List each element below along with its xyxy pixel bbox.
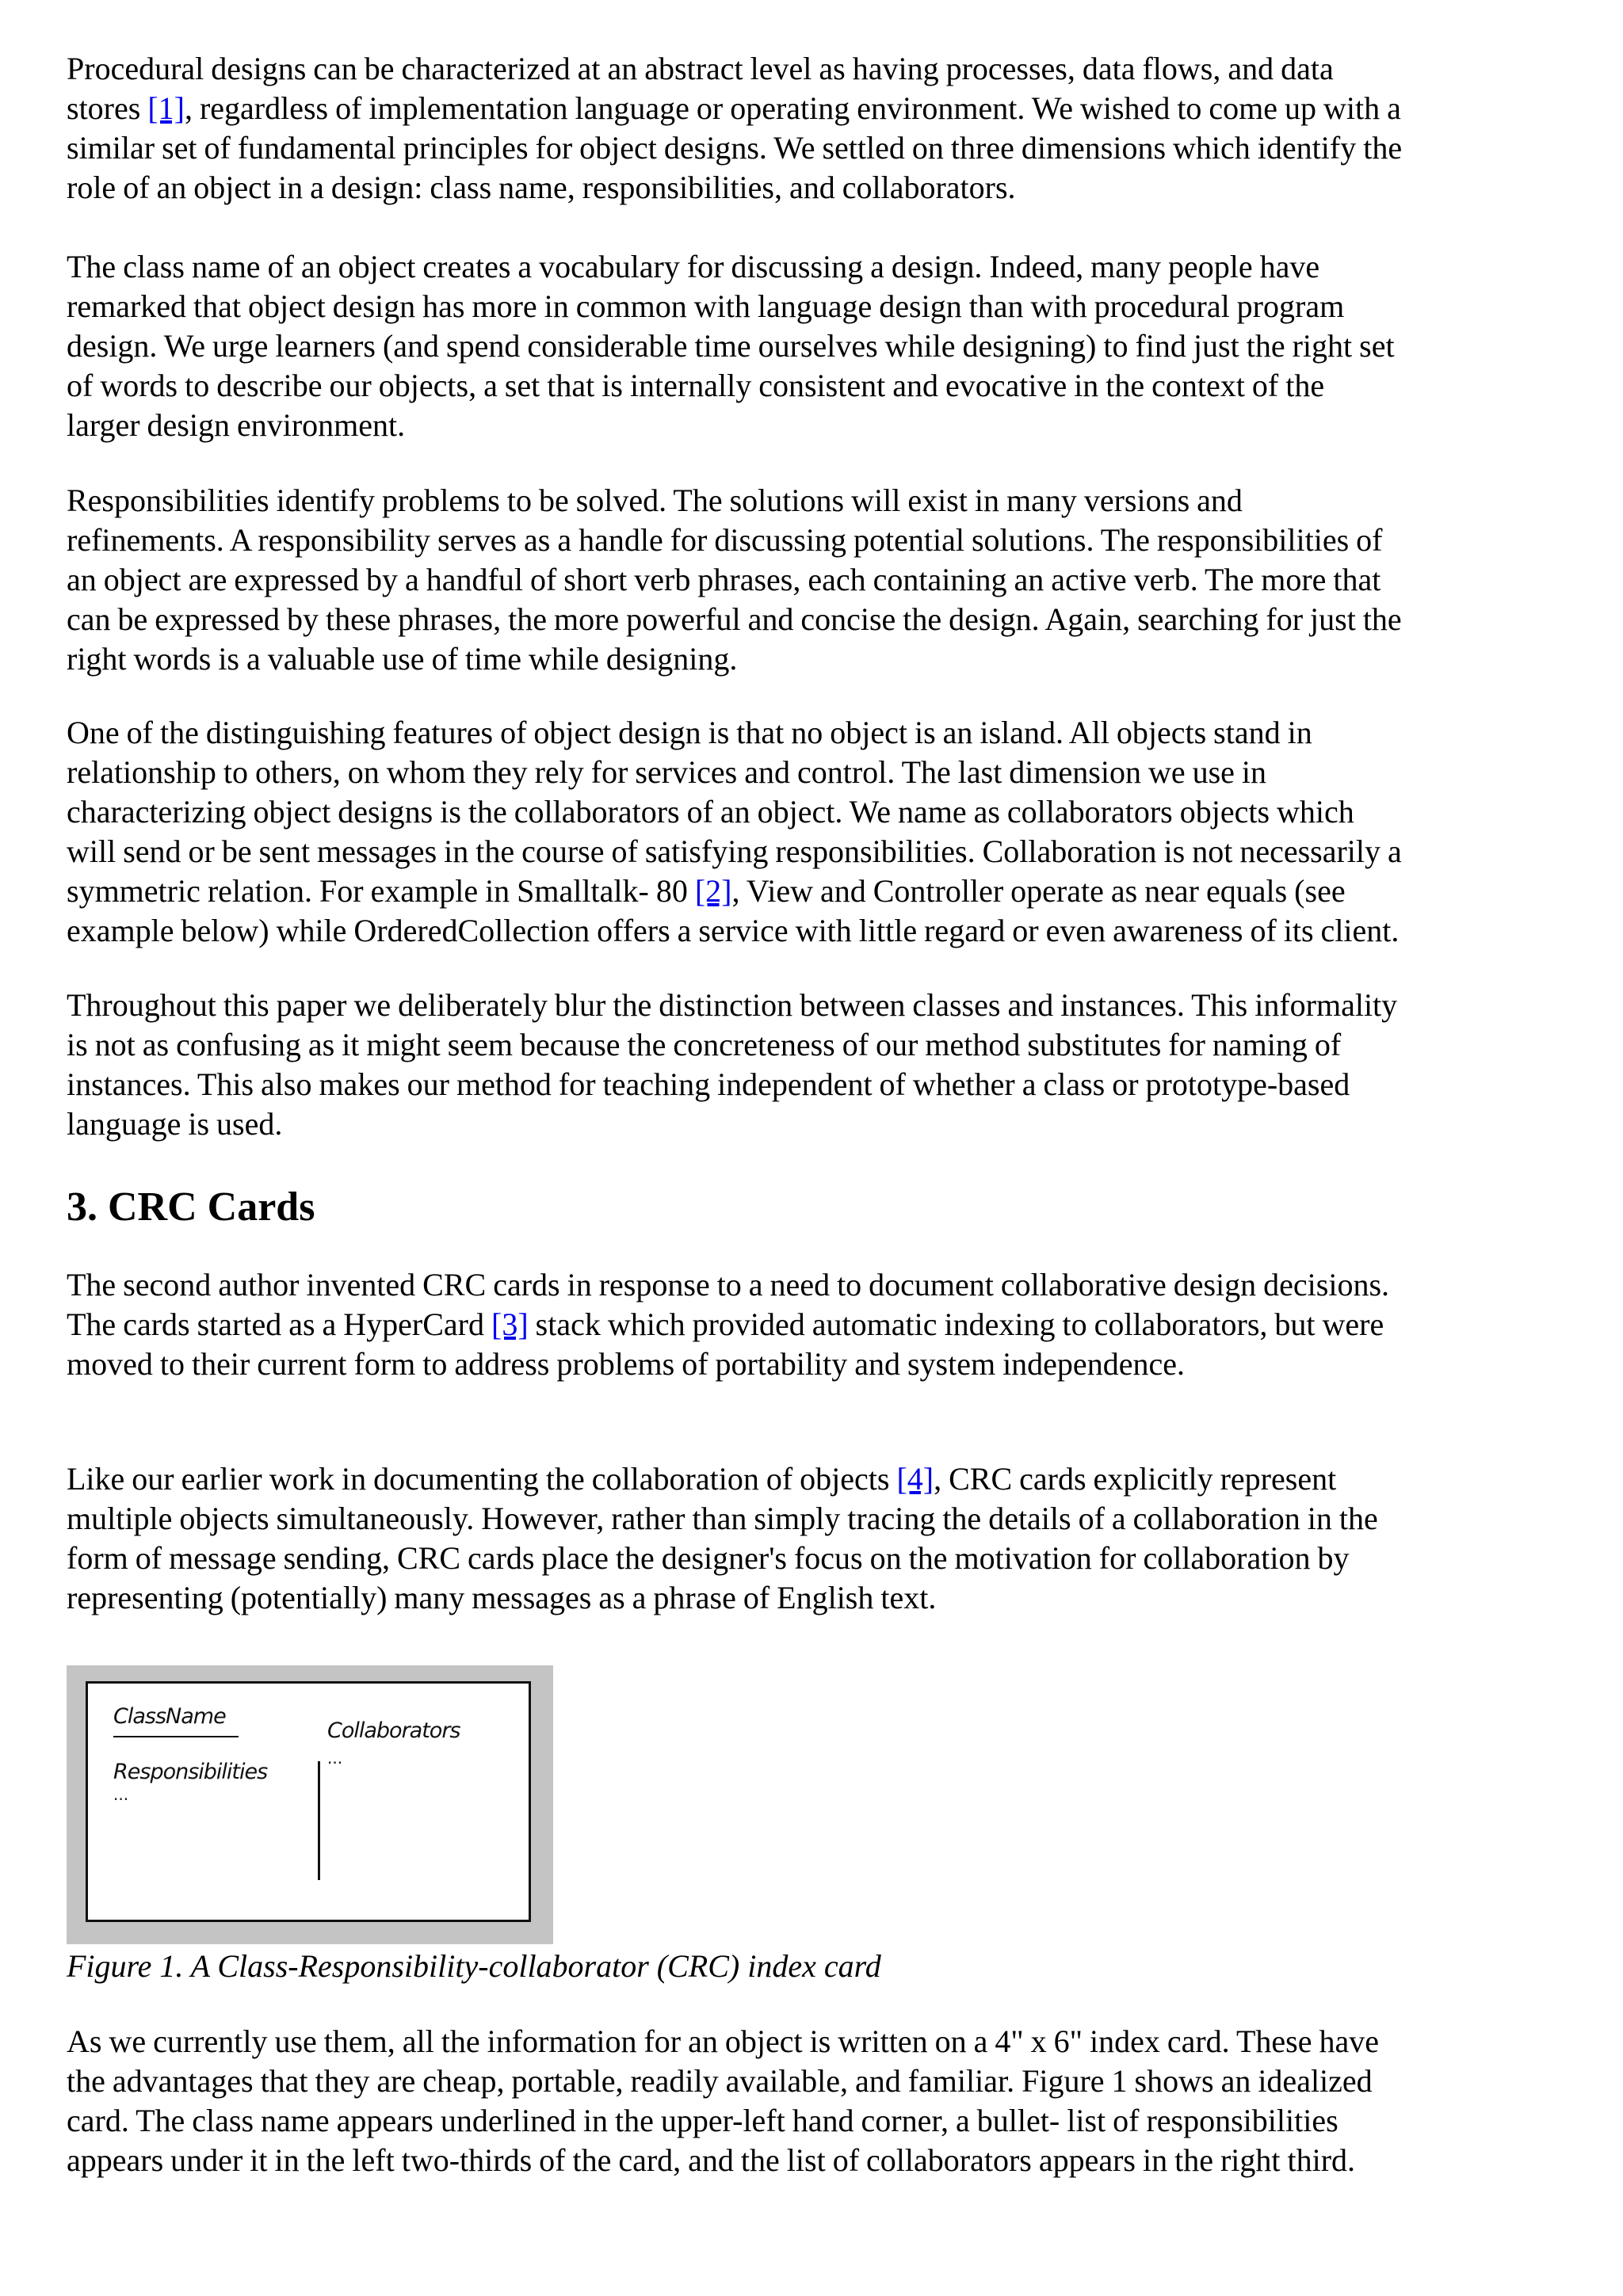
card-responsibilities-label: Responsibilities [113,1760,268,1784]
text-line: similar set of fundamental principles for object designs. We settled on three dimensions which identify the [67,130,1403,166]
text-line: remarked that object design has more in common with language design than with procedural program [67,288,1345,324]
text-segment: The cards started as a HyperCard [67,1306,491,1342]
text-line: form of message sending, CRC cards place the designer's focus on the motivation for collaboration by [67,1540,1350,1576]
text-line: of words to describe our objects, a set that is internally consistent and evocative in the context of the [67,368,1325,403]
text-line: refinements. A responsibility serves as a handle for discussing potential solutions. The responsibilities of [67,522,1383,558]
text-line [67,1305,1389,1344]
text-line [67,89,1572,128]
text-line: The second author invented CRC cards in response to a need to document collaborative design decisions. [67,1267,1390,1302]
text-line [67,871,1402,911]
card-collaborators-items: ... [327,1749,343,1768]
text-line: example below) while OrderedCollection offers a service with little regard or even awareness of its client. [67,913,1400,948]
card-collaborators-label: Collaborators [327,1718,460,1743]
text-segment: Like our earlier work in documenting the collaboration of objects [67,1461,897,1497]
text-line: an object are expressed by a handful of short verb phrases, each containing an active verb. The more that [67,562,1381,597]
text-segment: stack which provided automatic indexing to collaborators, but were [528,1306,1384,1342]
text-line: As we currently use them, all the information for an object is written on a 4" x 6" index card. These have [67,2023,1379,2059]
reference-link-2[interactable]: [2] [694,873,732,909]
text-line: will send or be sent messages in the course of satisfying responsibilities. Collaboration is not necessarily a [67,833,1402,869]
text-segment: , regardless of implementation language or operating environment. We wished to come up with a [184,90,1401,126]
text-line: role of an object in a design: class name, responsibilities, and collaborators. [67,170,1016,205]
reference-link-1[interactable]: [1] [147,90,185,126]
text-line: can be expressed by these phrases, the more powerful and concise the design. Again, searching for just the [67,601,1402,637]
section-heading: 3. CRC Cards [67,1184,315,1230]
document-page [67,49,1572,2178]
paragraph-crc-collaboration [67,1459,1378,1618]
crc-index-card [86,1681,531,1922]
text-line: moved to their current form to address problems of portability and system independence. [67,1346,1185,1382]
card-column-divider [318,1761,320,1880]
text-line: Responsibilities identify problems to be solved. The solutions will exist in many versions and [67,482,1243,518]
paragraph-class-name [67,247,1395,445]
text-line: The class name of an object creates a vocabulary for discussing a design. Indeed, many people have [67,249,1320,284]
text-line: larger design environment. [67,407,406,443]
text-line: card. The class name appears underlined in the upper-left hand corner, a bullet- list of responsibilities [67,2103,1338,2138]
text-line: appears under it in the left two-thirds of the card, and the list of collaborators appears in the right third. [67,2142,1356,2178]
text-segment: , CRC cards explicitly represent [934,1461,1337,1497]
figure-caption: Figure 1. A Class-Responsibility-collaborator (CRC) index card [67,1948,881,1984]
text-segment: stores [67,90,148,126]
card-responsibilities-items: ... [113,1785,129,1804]
text-line [67,1459,1378,1499]
class-name-underline [113,1736,239,1737]
reference-link-4[interactable]: [4] [896,1461,934,1497]
text-line: Procedural designs can be characterized at an abstract level as having processes, data flows, and data [67,51,1334,86]
paragraph-classes-instances [67,986,1397,1144]
paragraph-collaborators [67,713,1402,951]
text-line: design. We urge learners (and spend considerable time ourselves while designing) to find just the right set [67,328,1395,364]
reference-link-3[interactable]: [3] [491,1306,529,1342]
text-line: is not as confusing as it might seem because the concreteness of our method substitutes for naming of [67,1027,1342,1062]
text-line: right words is a valuable use of time while designing. [67,641,738,677]
text-line: the advantages that they are cheap, portable, readily available, and familiar. Figure 1 shows an idealized [67,2063,1373,2099]
text-line: Throughout this paper we deliberately blur the distinction between classes and instances. This informality [67,987,1398,1023]
text-segment: , View and Controller operate as near equals (see [731,873,1346,909]
text-line: One of the distinguishing features of object design is that no object is an island. All objects stand in [67,715,1312,750]
card-class-name: ClassName [113,1704,226,1729]
paragraph-index-card-usage [67,2022,1379,2180]
figure-crc-card [67,1665,553,1944]
text-line: representing (potentially) many messages as a phrase of English text. [67,1580,937,1615]
text-line: instances. This also makes our method for teaching independent of whether a class or prototype-based [67,1066,1350,1102]
paragraph-crc-origin [67,1265,1389,1384]
text-line: language is used. [67,1106,283,1142]
paragraph-intro [67,49,1572,208]
text-line: multiple objects simultaneously. However, rather than simply tracing the details of a collaboration in the [67,1501,1378,1536]
text-line: relationship to others, on whom they rely for services and control. The last dimension we use in [67,754,1267,790]
text-line: characterizing object designs is the collaborators of an object. We name as collaborators objects which [67,794,1354,830]
paragraph-responsibilities [67,481,1402,679]
text-segment: symmetric relation. For example in Smalltalk- 80 [67,873,695,909]
